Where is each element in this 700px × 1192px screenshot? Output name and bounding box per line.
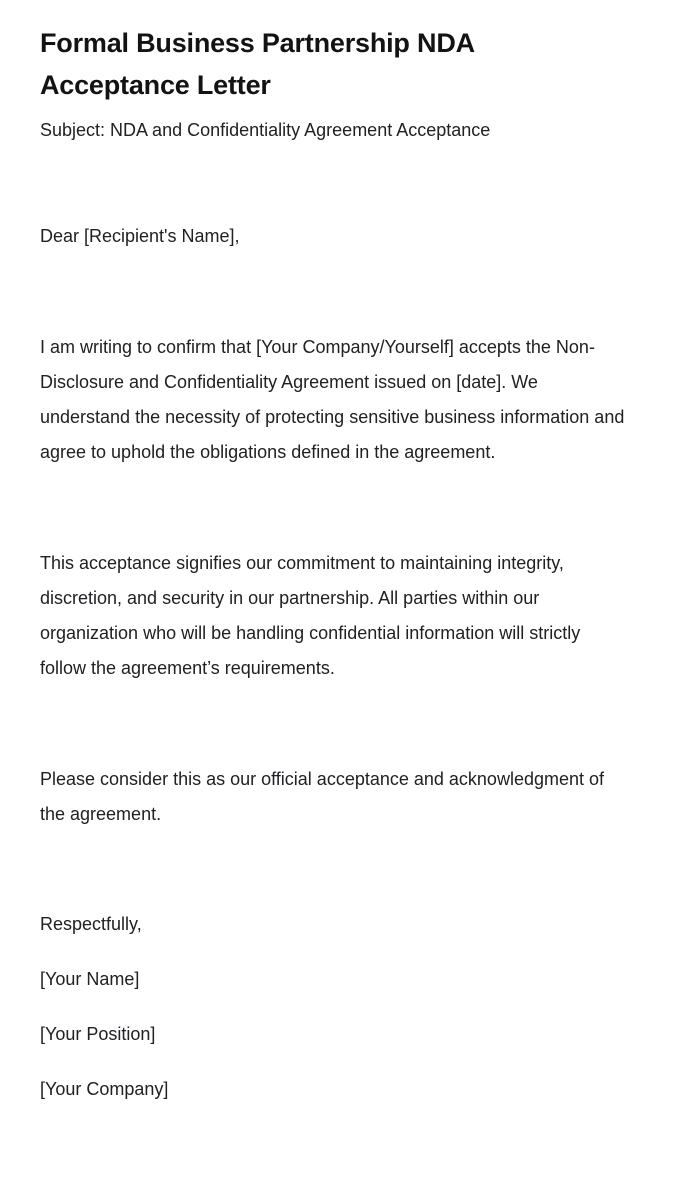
body-paragraph-2: This acceptance signifies our commitment to maintaining integrity, discretion, and security in our partnership. All parties within our organization who will be handling confidential information will strictly follow the agreement’s requirements. (40, 553, 581, 678)
salutation: Dear [Recipient's Name], (40, 226, 240, 246)
signature-company: [Your Company] (40, 1079, 169, 1099)
signature-name: [Your Name] (40, 969, 140, 989)
body-paragraph-3: Please consider this as our official acceptance and acknowledgment of the agreement. (40, 769, 605, 824)
subject-line: Subject: NDA and Confidentiality Agreement Acceptance (40, 120, 491, 140)
signature-position: [Your Position] (40, 1024, 156, 1044)
body-paragraph-1: I am writing to confirm that [Your Company/Yourself] accepts the Non-Disclosure and Confidentiality Agreement issued on [date]. We understand the necessity of protecting sensitive business information and agree to uphold the obligations defined in the agreement. (40, 337, 625, 462)
closing-salutation: Respectfully, (40, 914, 142, 934)
page-title: Formal Business Partnership NDA Acceptance Letter (40, 28, 474, 100)
